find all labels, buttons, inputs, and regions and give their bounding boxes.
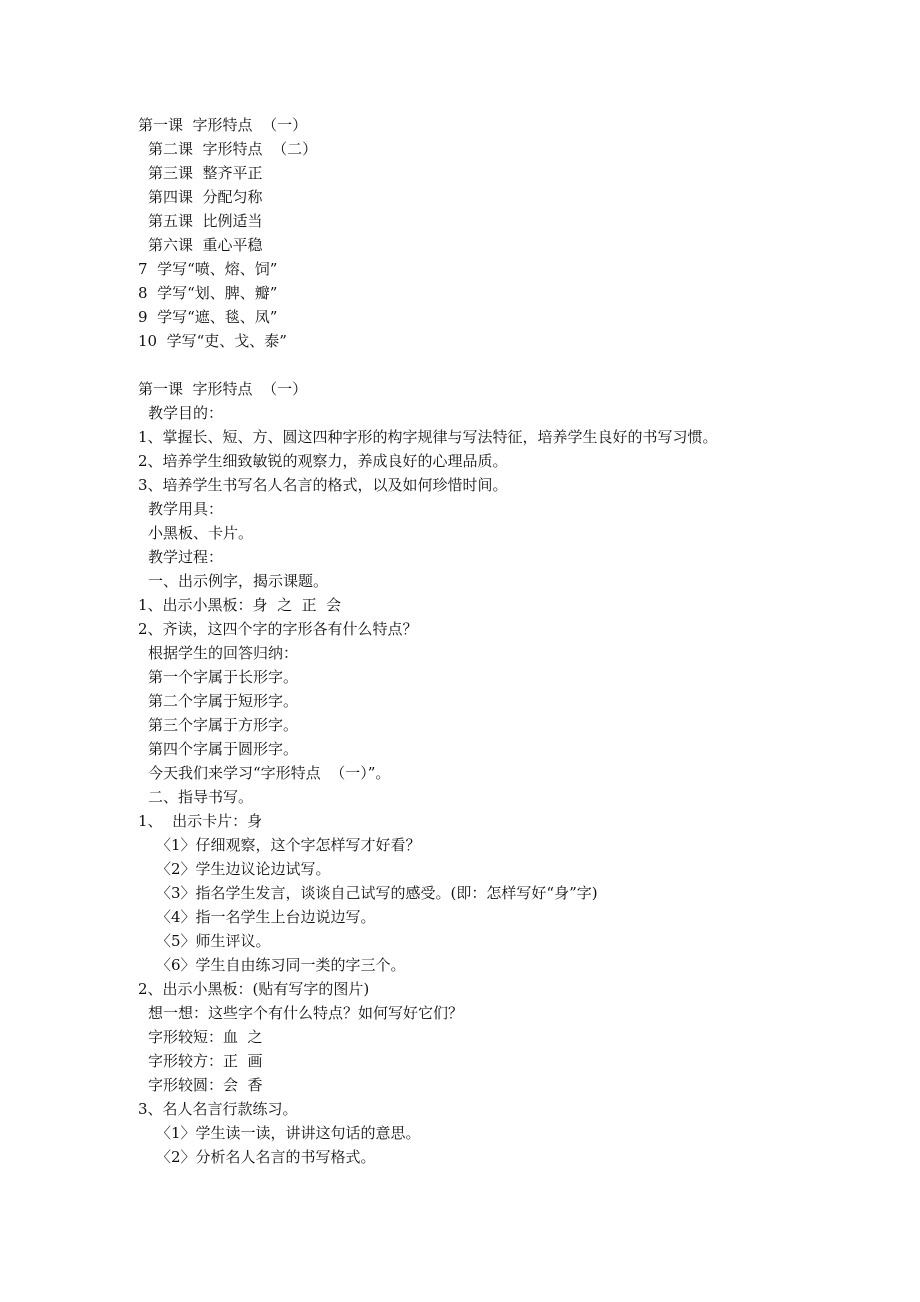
- summary-item-4: 第四个字属于圆形字。: [148, 740, 299, 758]
- step2-item-3: 字形较圆：会 香: [148, 1076, 263, 1094]
- step3-item-2: 〈2〉分析名人名言的书写格式。: [156, 1148, 376, 1166]
- toc-item-8: 8 学写“划、脾、瓣”: [138, 284, 278, 302]
- toc-item-2: 第二课 字形特点 （二）: [148, 140, 318, 158]
- step2-item-1: 字形较短：血 之: [148, 1028, 263, 1046]
- goals-heading: 教学目的：: [148, 404, 224, 422]
- section1-step1: 1、出示小黑板：身 之 正 会: [138, 596, 342, 614]
- summary-item-3: 第三个字属于方形字。: [148, 716, 299, 734]
- section1-step2: 2、齐读，这四个字的字形各有什么特点？: [138, 620, 418, 638]
- section2-step1: 1、 出示卡片：身: [138, 812, 263, 830]
- process-heading: 教学过程：: [148, 548, 224, 566]
- toc-item-3: 第三课 整齐平正: [148, 164, 263, 182]
- goal-2: 2、培养学生细致敏锐的观察力，养成良好的心理品质。: [138, 452, 508, 470]
- toc-item-5: 第五课 比例适当: [148, 212, 263, 230]
- section2-heading: 二、指导书写。: [148, 788, 254, 806]
- tools-heading: 教学用具：: [148, 500, 224, 518]
- toc-item-9: 9 学写“遮、毯、凤”: [138, 308, 278, 326]
- toc-item-1: 第一课 字形特点 （一）: [138, 116, 308, 134]
- toc-item-6: 第六课 重心平稳: [148, 236, 263, 254]
- toc-item-10: 10 学写“吏、戈、泰”: [138, 332, 287, 350]
- step1-item-4: 〈4〉指一名学生上台边说边写。: [156, 908, 376, 926]
- toc-item-7: 7 学写“喷、熔、饲”: [138, 260, 278, 278]
- step3-item-1: 〈1〉学生读一读，讲讲这句话的意思。: [156, 1124, 421, 1142]
- step1-item-6: 〈6〉学生自由练习同一类的字三个。: [156, 956, 406, 974]
- goal-1: 1、掌握长、短、方、圆这四种字形的构字规律与写法特征，培养学生良好的书写习惯。: [138, 428, 718, 446]
- lesson-title: 第一课 字形特点 （一）: [138, 380, 308, 398]
- topic-line: 今天我们来学习“字形特点 （一）”。: [148, 764, 391, 782]
- step2-item-2: 字形较方：正 画: [148, 1052, 263, 1070]
- toc-item-4: 第四课 分配匀称: [148, 188, 263, 206]
- step1-item-1: 〈1〉仔细观察，这个字怎样写才好看？: [156, 836, 421, 854]
- tools-text: 小黑板、卡片。: [148, 524, 254, 542]
- summary-item-1: 第一个字属于长形字。: [148, 668, 299, 686]
- step2-prompt: 想一想：这些字个有什么特点？如何写好它们？: [148, 1004, 464, 1022]
- section2-step2: 2、出示小黑板：(贴有写字的图片): [138, 980, 370, 998]
- goal-3: 3、培养学生书写名人名言的格式，以及如何珍惜时间。: [138, 476, 508, 494]
- section2-step3: 3、名人名言行款练习。: [138, 1100, 298, 1118]
- step1-item-3: 〈3〉指名学生发言，谈谈自己试写的感受。(即：怎样写好“身”字): [156, 884, 598, 902]
- step1-item-5: 〈5〉师生评议。: [156, 932, 271, 950]
- summary-item-2: 第二个字属于短形字。: [148, 692, 299, 710]
- section1-heading: 一、出示例字，揭示课题。: [148, 572, 329, 590]
- summary-intro: 根据学生的回答归纳：: [148, 644, 299, 662]
- step1-item-2: 〈2〉学生边议论边试写。: [156, 860, 331, 878]
